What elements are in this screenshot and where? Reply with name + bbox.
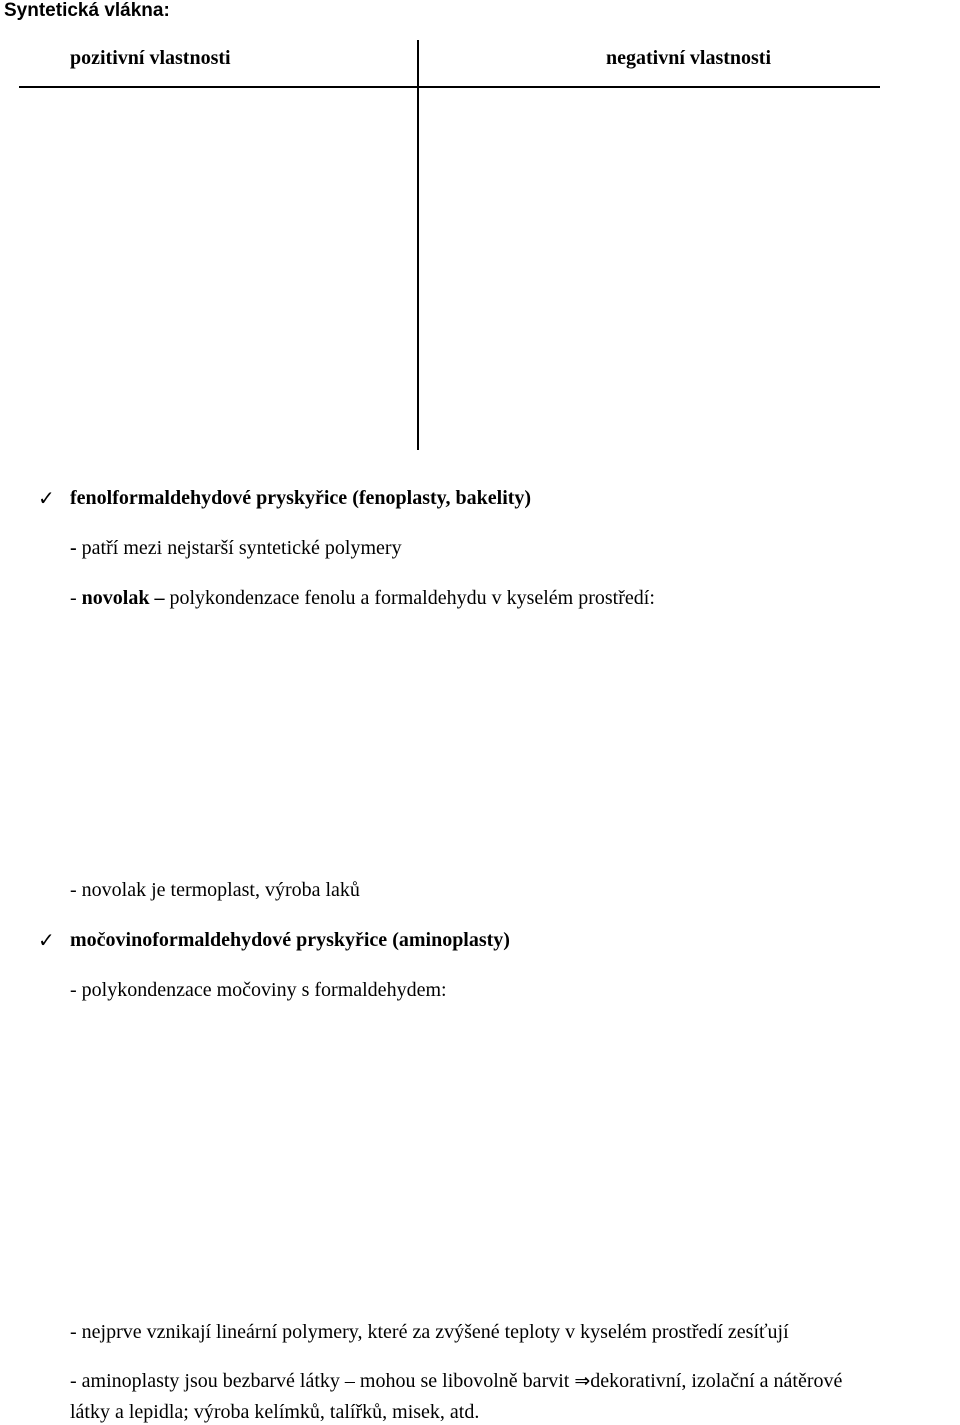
checkmark-icon: ✓: [38, 486, 55, 510]
section2-line4: látky a lepidla; výroba kelímků, talířků, misek, atd.: [70, 1401, 480, 1423]
section2-line2: - nejprve vznikají lineární polymery, které za zvýšené teploty v kyselém prostředí zesíťují: [70, 1321, 789, 1343]
section1-line2-text: polykondenzace fenolu a formaldehydu v kyselém prostředí:: [164, 587, 655, 609]
section1-line2-dash: -: [70, 587, 82, 609]
section2-line3-part2: dekorativní, izolační a nátěrové: [590, 1370, 843, 1392]
section2-line3: [70, 1369, 842, 1393]
section2-line1: - polykondenzace močoviny s formaldehydem:: [70, 979, 447, 1001]
negative-properties-header: negativní vlastnosti: [606, 47, 772, 69]
section2-heading: močovinoformaldehydové pryskyřice (aminoplasty): [70, 929, 510, 951]
section1-line1: [70, 536, 402, 560]
page-title: Syntetická vlákna:: [4, 0, 170, 21]
section1-heading: fenolformaldehydové pryskyřice (fenoplasty, bakelity): [70, 487, 532, 509]
section1-line1-dash: -: [70, 537, 77, 559]
table-vertical-rule: [417, 40, 419, 450]
positive-properties-header: pozitivní vlastnosti: [70, 47, 231, 69]
section1-line3: - novolak je termoplast, výroba laků: [70, 879, 360, 901]
section1-line1-text: patří mezi nejstarší syntetické polymery: [76, 537, 402, 559]
checkmark-icon: ✓: [38, 928, 55, 952]
table-horizontal-rule: [19, 86, 880, 88]
section1-line2-term: novolak –: [81, 587, 165, 609]
section1-line2: [70, 586, 655, 610]
section2-line3-part1: - aminoplasty jsou bezbarvé látky – mohou se libovolně barvit: [70, 1370, 575, 1392]
implies-arrow-icon: ⇒: [574, 1370, 591, 1392]
